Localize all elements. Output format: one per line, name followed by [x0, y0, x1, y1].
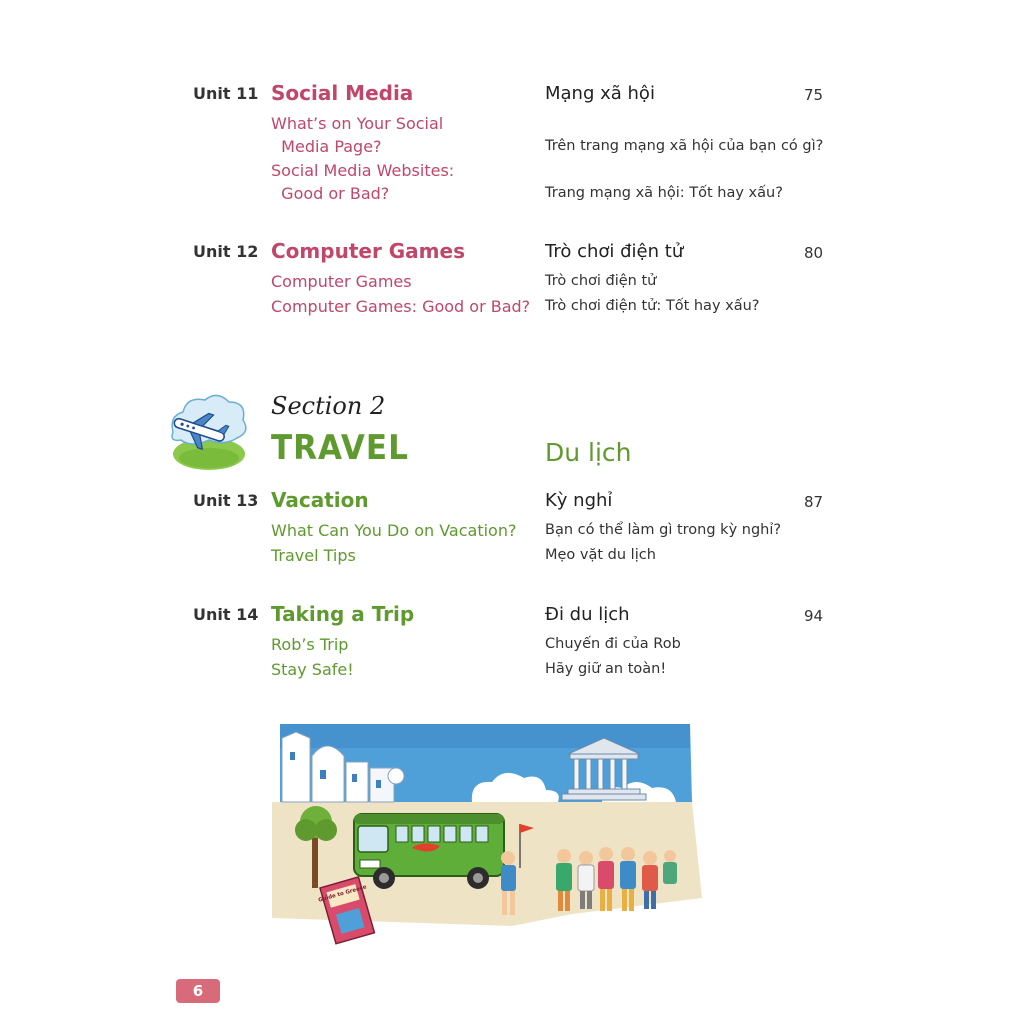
unit-11-lesson-2-vi: Trang mạng xã hội: Tốt hay xấu? [545, 185, 783, 201]
unit-14-page[interactable]: 94 [804, 607, 824, 625]
section-label: Section 2 [271, 392, 386, 420]
unit-11-lesson-1[interactable] [271, 112, 443, 158]
page-number: 6 [176, 979, 220, 1003]
unit-12-lesson-2[interactable]: Computer Games: Good or Bad? [271, 297, 531, 316]
unit-13-label: Unit 13 [193, 491, 259, 510]
airplane-cloud-icon [165, 388, 250, 476]
unit-12-title-vi: Trò chơi điện tử [545, 241, 684, 262]
unit-11-title-vi: Mạng xã hội [545, 83, 655, 104]
unit-12-page[interactable]: 80 [804, 244, 824, 262]
unit-11-page[interactable]: 75 [804, 86, 824, 104]
unit-13-lesson-1[interactable]: What Can You Do on Vacation? [271, 521, 517, 540]
travel-illustration [272, 718, 702, 954]
lesson-line: What’s on Your Social [271, 114, 444, 133]
unit-11-lesson-1-vi: Trên trang mạng xã hội của bạn có gì? [545, 138, 824, 154]
section-title[interactable]: TRAVEL [271, 428, 409, 468]
lesson-line: Social Media Websites: [271, 161, 455, 180]
unit-11-lesson-2[interactable] [271, 159, 454, 205]
guide-book-title: Guide to Greece [317, 884, 368, 904]
section-title-vi: Du lịch [545, 438, 632, 467]
unit-13-title[interactable]: Vacation [271, 488, 369, 512]
unit-11-label: Unit 11 [193, 84, 259, 103]
unit-13-lesson-2-vi: Mẹo vặt du lịch [545, 547, 656, 563]
unit-12-lesson-1-vi: Trò chơi điện tử [545, 273, 657, 289]
unit-13-title-vi: Kỳ nghỉ [545, 490, 613, 511]
unit-14-lesson-2[interactable]: Stay Safe! [271, 660, 354, 679]
unit-12-label: Unit 12 [193, 242, 259, 261]
unit-12-lesson-1[interactable]: Computer Games [271, 272, 412, 291]
unit-14-title-vi: Đi du lịch [545, 604, 630, 625]
unit-14-label: Unit 14 [193, 605, 259, 624]
lesson-line: Good or Bad? [271, 184, 390, 203]
unit-13-lesson-2[interactable]: Travel Tips [271, 546, 356, 565]
unit-14-lesson-1-vi: Chuyến đi của Rob [545, 636, 681, 652]
unit-14-lesson-1[interactable]: Rob’s Trip [271, 635, 349, 654]
unit-14-lesson-2-vi: Hãy giữ an toàn! [545, 661, 667, 677]
unit-12-lesson-2-vi: Trò chơi điện tử: Tốt hay xấu? [545, 298, 760, 314]
unit-12-title[interactable]: Computer Games [271, 239, 465, 263]
unit-14-title[interactable]: Taking a Trip [271, 602, 415, 626]
unit-11-title[interactable]: Social Media [271, 81, 414, 105]
unit-13-page[interactable]: 87 [804, 493, 824, 511]
lesson-line: Media Page? [271, 137, 382, 156]
unit-13-lesson-1-vi: Bạn có thể làm gì trong kỳ nghỉ? [545, 522, 782, 538]
